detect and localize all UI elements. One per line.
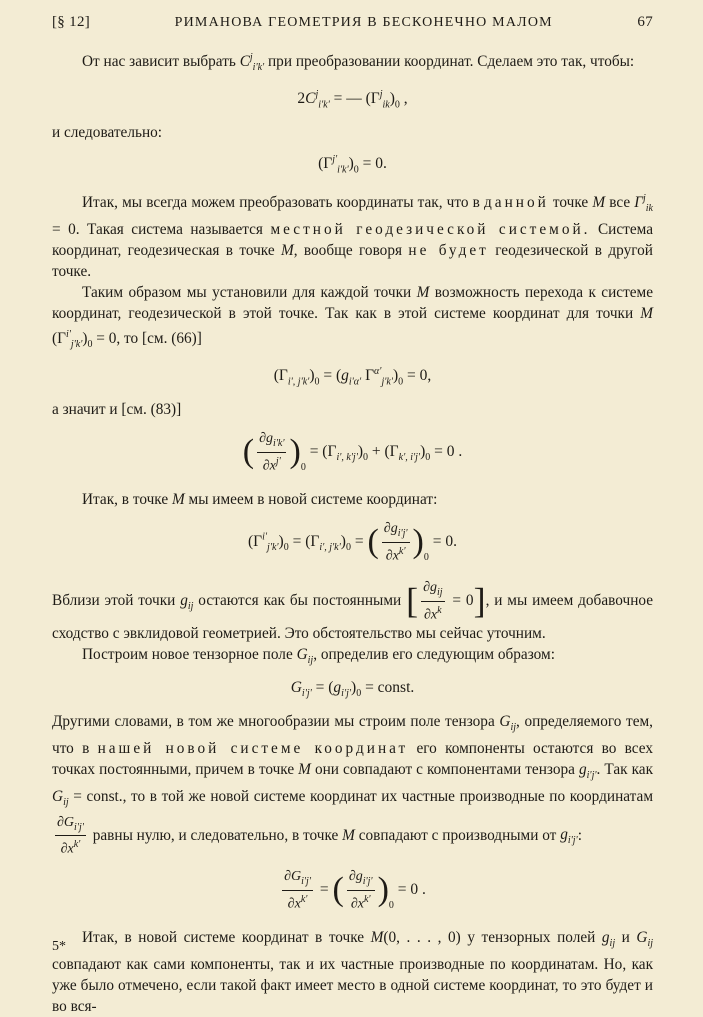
equation-lowered-gamma: $(\Gamma_{i', j'k'})_0 = (g_{i'\alpha'}$ $\Gamma^{\alpha'}_{j'k'})_0 = 0$, (273, 365, 432, 388)
equation-gamma-zero: $(\Gamma^{j'}_{i'k'})_0 = 0$. (318, 154, 387, 176)
paragraph-7: Вблизи этой точки $g_{ij}$ остаются как бы постоянными [ $\frac{\partial g_{ij}}{\partial x^k}$ = 0], и мы имеем добавочное сходство с эвклидовой геометрией. Это обстоятельство мы сейчас уточним. (52, 579, 654, 643)
running-header (52, 14, 653, 31)
signature-mark: 5* (52, 939, 66, 954)
page-number: 67 (637, 14, 653, 30)
paragraph-4: Таким образом мы установили для каждой точки M возможность перехода к системе координат, геодезической в этой точке. Так как в этой системе координат для точки M $(\Gamma^{i'}_{j'k'})_0 = 0$, то [см. (66)] (52, 283, 654, 350)
equation-summary: $(\Gamma^{i'}_{j'k'})_0 = (\Gamma_{i', j'k'})_0$ = ( $\frac{\partial g_{i'j'}}{\partial x^{k'}}$ )$_0 = 0$. (248, 520, 457, 564)
paragraph-8: Построим новое тензорное поле $G_{ij}$, определив его следующим образом: (82, 646, 555, 667)
paragraph-3: Итак, мы всегда можем преобразовать координаты так, что в данной точке M все $\Gamma^j_{ik} = 0$. Такая система называется местной геодезической системой. Система координат, геодезическая в точке M, вообще говоря не будет геодезической в другой точке. (52, 192, 653, 280)
header-title: РИМАНОВА ГЕОМЕТРИЯ В БЕСКОНЕЧНО МАЛОМ (174, 15, 553, 30)
paragraph-2: и следовательно: (52, 124, 163, 142)
paragraph-9: Другими словами, в том же многообразии мы строим поле тензора $G_{ij}$, определяемого тем, что в нашей новой системе координат его компоненты остаются во всех точках постоянными, причем в точке M они совпадают с компонентами тензора $g_{i'j'}$. Так как $G_{ij}$ = const., то в той же новой системе координат их частные производные по координатам $\frac{\partial G_{i'j'}}{\partial x^{k'}}$ равны нулю, и следовательно, в точке M совпадают с производными от $g_{i'j'}$: (52, 713, 654, 857)
paragraph-1: От нас зависит выбрать $C^j_{i'k'}$ при преобразовании координат. Сделаем это так, чтобы: (82, 52, 635, 74)
paragraph-6: Итак, в точке M мы имеем в новой системе координат: (82, 490, 438, 508)
equation-2C: $2C^j_{i'k'}$ = — $(\Gamma^j_{ik})_0$ , (297, 89, 408, 111)
paragraph-5: а значит и [см. (83)] (52, 401, 182, 419)
equation-G-derivative: $\frac{\partial G_{i'j'}}{\partial x^{k'}}$ = ( $\frac{\partial g_{i'j'}}{\partial x^{k'}}$ )$_0 = 0$ . (284, 868, 426, 912)
paragraph-10: Итак, в новой системе координат в точке M(0, . . . , 0) у тензорных полей $g_{ij}$ и $G_{ij}$ совпадают как сами компоненты, так и их частные производные по координатам. Но, как уже было отмечено, если такой факт имеет место в одной системе координат, то это будет и во вся- (52, 928, 654, 1015)
equation-G-const: $G_{i'j'} = (g_{i'j'})_0$ = const. (290, 679, 415, 700)
section-ref: [§ 12] (52, 14, 91, 30)
symbol-C: $C^j_{i'k'}$ (239, 52, 265, 74)
equation-derivative-g: ( $\frac{\partial g_{i'k'}}{\partial x^{j'}}$ )$_0 = (\Gamma_{i', k'j'})_0 + (\Gamma_{k', i'j'})_0 = 0$ . (242, 431, 463, 474)
